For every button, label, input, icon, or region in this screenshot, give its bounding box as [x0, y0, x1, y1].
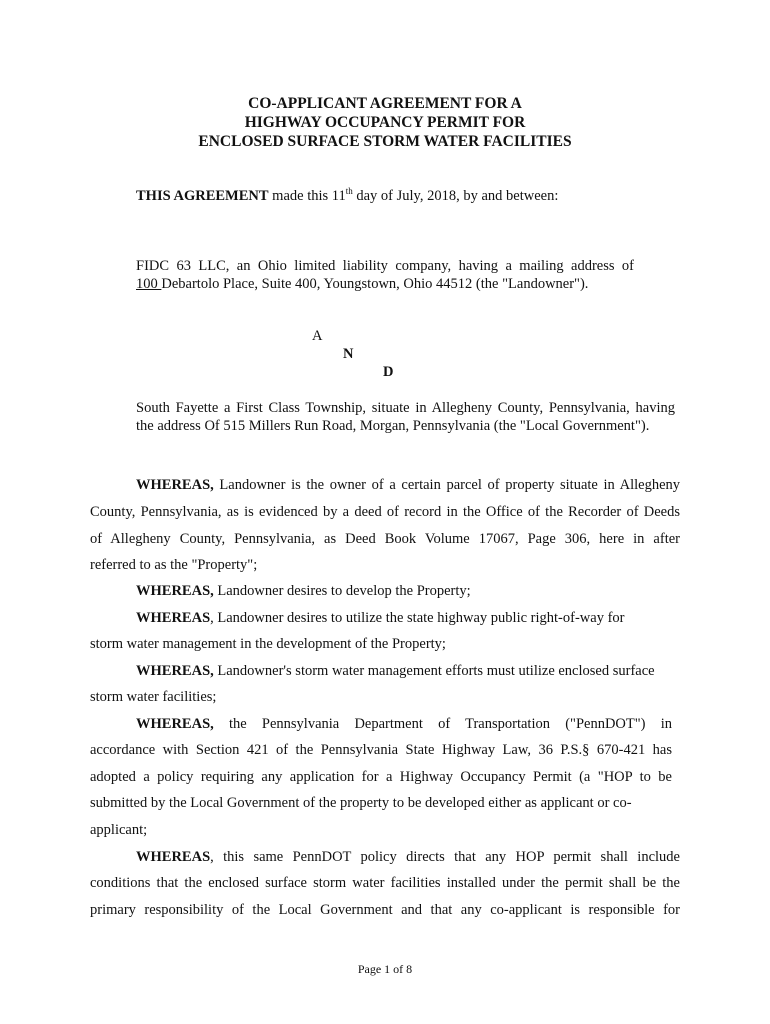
recital-1-line-2: County, Pennsylvania, as is evidenced by a deed of record in the Office of the Recorder of Deeds	[90, 504, 680, 520]
title-line-3: ENCLOSED SURFACE STORM WATER FACILITIES	[198, 133, 572, 150]
local-government-line-2: the address Of 515 Millers Run Road, Morgan, Pennsylvania (the "Local Government").	[136, 418, 650, 434]
recital-1-line-1: WHEREAS, Landowner is the owner of a certain parcel of property situate in Allegheny	[136, 477, 680, 493]
and-letter-a: A	[312, 328, 323, 344]
recital-6-line-3: primary responsibility of the Local Government and that any co-applicant is responsible for	[90, 902, 680, 918]
local-government-line-1: South Fayette a First Class Township, situate in Allegheny County, Pennsylvania, having	[136, 400, 675, 416]
intro-pre: made this 11	[268, 188, 346, 204]
whereas-label: WHEREAS,	[136, 663, 214, 679]
recital-2-line-1: WHEREAS, Landowner desires to develop the Property;	[136, 583, 471, 599]
recital-5-line-5: applicant;	[90, 822, 148, 838]
recital-5-line-3: adopted a policy requiring any application for a Highway Occupancy Permit (a "HOP to be	[90, 769, 672, 785]
recital-4-line-2: storm water facilities;	[90, 689, 217, 705]
whereas-label: WHEREAS,	[136, 583, 214, 599]
whereas-label: WHEREAS	[136, 849, 211, 865]
intro-sup: th	[345, 186, 353, 197]
page-number: Page 1 of 8	[357, 962, 413, 976]
recital-5-line-4: submitted by the Local Government of the property to be developed either as applicant or co-	[90, 795, 632, 811]
landowner-line-1: FIDC 63 LLC, an Ohio limited liability company, having a mailing address of	[136, 258, 634, 274]
and-letter-n: N	[343, 346, 354, 362]
intro-bold: THIS AGREEMENT	[136, 188, 269, 204]
landowner-number: 100	[136, 276, 162, 292]
recital-6-line-1: WHEREAS, this same PennDOT policy directs that any HOP permit shall include	[136, 849, 680, 865]
whereas-label: WHEREAS	[136, 610, 211, 626]
recital-3-line-2: storm water management in the development of the Property;	[90, 636, 446, 652]
recital-1-line-3: of Allegheny County, Pennsylvania, as Deed Book Volume 17067, Page 306, here in after	[90, 531, 680, 547]
landowner-address: Debartolo Place, Suite 400, Youngstown, Ohio 44512 (the "Landowner").	[161, 276, 589, 292]
intro-post: day of July, 2018, by and between:	[352, 188, 559, 204]
intro-paragraph	[136, 188, 558, 205]
landowner-line-2	[136, 276, 588, 293]
and-letter-d: D	[383, 364, 394, 380]
title-line-2: HIGHWAY OCCUPANCY PERMIT FOR	[244, 114, 526, 131]
recital-5-line-2: accordance with Section 421 of the Pennsylvania State Highway Law, 36 P.S.§ 670-421 has	[90, 742, 672, 758]
document-title	[0, 94, 770, 151]
recital-5-line-1: WHEREAS, the Pennsylvania Department of Transportation ("PennDOT") in	[136, 716, 672, 732]
title-line-1: CO-APPLICANT AGREEMENT FOR A	[248, 95, 522, 112]
whereas-label: WHEREAS,	[136, 477, 214, 493]
recital-1-line-4: referred to as the "Property";	[90, 557, 258, 573]
whereas-label: WHEREAS,	[136, 716, 214, 732]
recital-6-line-2: conditions that the enclosed surface storm water facilities installed under the permit shall be the	[90, 875, 680, 891]
recital-4-line-1: WHEREAS, Landowner's storm water management efforts must utilize enclosed surface	[136, 663, 655, 679]
recital-3-line-1: WHEREAS, Landowner desires to utilize the state highway public right-of-way for	[136, 610, 625, 626]
